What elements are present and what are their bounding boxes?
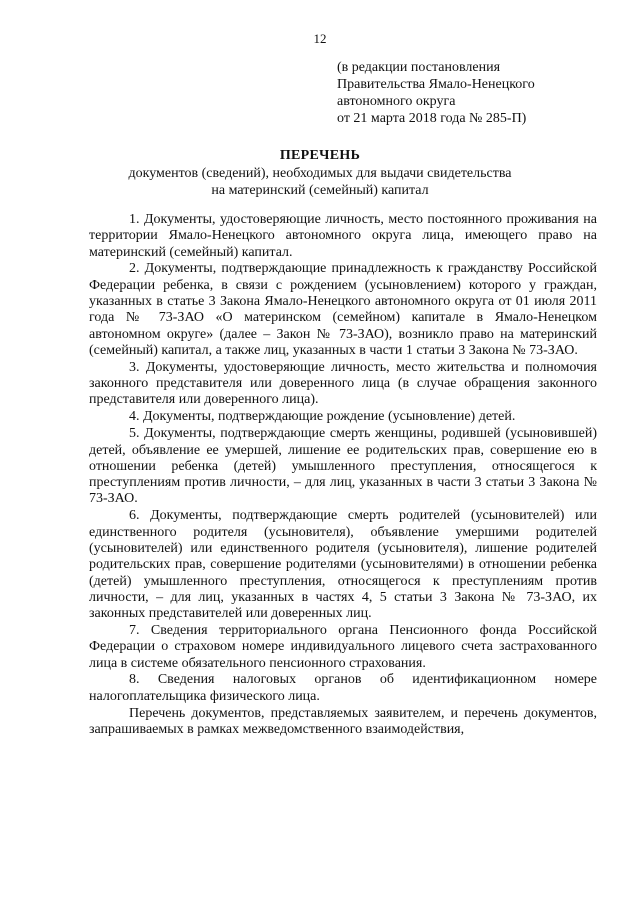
closing-paragraph: Перечень документов, представляемых заявителем, и перечень документов, запрашиваемых в рамках межведомственного взаимодействия, [89,705,597,737]
list-item-7: 7. Сведения территориального органа Пенсионного фонда Российской Федерации о страховом номере индивидуального лицевого счета застрахованного лица в системе обязательного пенсионного страхования. [89,622,597,671]
document-heading [0,147,640,199]
page-number: 12 [313,31,327,46]
list-item-6: 6. Документы, подтверждающие смерть родителей (усыновителей) или единственного родителя (усыновителя), объявление умершими родителей (усыновителей) или единственного родителя (усыновителя), лишение родителей родительских прав, совершение родителями (усыновителями) в отношении ребенка (детей) умышленного преступления, относящегося к преступлениям против личности, – для лиц, указанных в частях 4, 5 статьи 3 Закона № 73-ЗАО, их законных представителей или доверенных лиц. [89,508,597,622]
revision-note-line: (в редакции постановления [337,60,501,75]
list-item-1: 1. Документы, удостоверяющие личность, место постоянного проживания на территории Ямало-Ненецкого автономного округа лица, имеющего право на материнский (семейный) капитал. [89,212,597,260]
document-body [89,212,597,739]
list-item-3: 3. Документы, удостоверяющие личность, место жительства и полномочия законного представителя или доверенного лица (в случае обращения законного представителя или доверенного лица). [89,359,597,408]
document-subtitle-line: на материнский (семейный) капитал [211,183,429,198]
document-title: ПЕРЕЧЕНЬ [279,148,361,163]
revision-note-line: автономного округа [337,94,456,109]
revision-note [337,59,535,127]
revision-note-line: Правительства Ямало-Ненецкого [337,77,535,92]
list-item-5: 5. Документы, подтверждающие смерть женщины, родившей (усыновившей) детей, объявление ее умершей, лишение ее родительских прав, совершение ею в отношении ребенка (детей) умышленного преступления, относящегося к преступлениям против личности, – для лиц, указанных в части 3 статьи 3 Закона № 73-ЗАО. [89,426,597,507]
list-item-2: 2. Документы, подтверждающие принадлежность к гражданству Российской Федерации ребенка, в связи с рождением (усыновлением) которого у граждан, указанных в статье 3 Закона Ямало-Ненецкого автономного округа от 01 июля 2011 года № 73-ЗАО «О материнском (семейном) капитале в Ямало-Ненецком автономном округе» (далее – Закон № 73-ЗАО), возникло право на материнский (семейный) капитал, а также лиц, указанных в части 1 статьи 3 Закона № 73-ЗАО. [89,261,597,358]
revision-note-line: от 21 марта 2018 года № 285-П) [337,111,527,126]
list-item-8: 8. Сведения налоговых органов об идентификационном номере налогоплательщика физического лица. [89,672,597,704]
list-item-4: 4. Документы, подтверждающие рождение (усыновление) детей. [129,409,516,425]
document-subtitle-line: документов (сведений), необходимых для выдачи свидетельства [128,166,512,181]
